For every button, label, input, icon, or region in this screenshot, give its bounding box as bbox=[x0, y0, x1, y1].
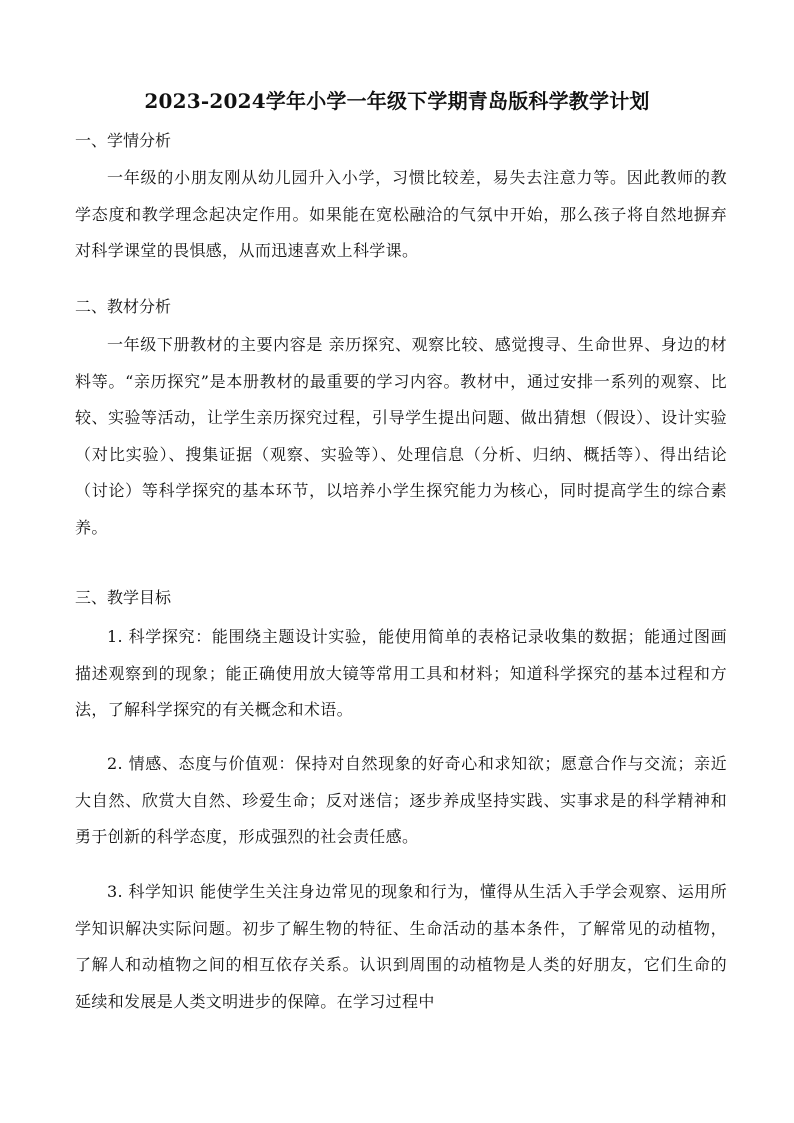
paragraph-goal-scientific-knowledge: 3. 科学知识 能使学生关注身边常见的现象和行为，懂得从生活入手学会观察、运用所学知识解决实际问题。初步了解生物的特征、生命活动的基本条件，了解常见的动植物，了解人和动植物之间的相互依存关系。认识到周围的动植物是人类的好朋友，它们生命的延续和发展是人类文明进步的保障。在学习过程中 bbox=[75, 882, 727, 1011]
section-heading-teaching-goals: 三、教学目标 bbox=[75, 588, 172, 607]
document-title: 2023-2024学年小学一年级下学期青岛版科学教学计划 bbox=[144, 89, 650, 113]
section-heading-student-analysis: 一、学情分析 bbox=[75, 131, 172, 150]
paragraph-goal-scientific-inquiry: 1. 科学探究：能围绕主题设计实验，能使用简单的表格记录收集的数据；能通过图画描述观察到的现象；能正确使用放大镜等常用工具和材料；知道科学探究的基本过程和方法，了解科学探究的有关概念和术语。 bbox=[75, 627, 727, 719]
paragraph-textbook-analysis: 一年级下册教材的主要内容是 亲历探究、观察比较、感觉搜寻、生命世界、身边的材料等。“亲历探究”是本册教材的最重要的学习内容。教材中，通过安排一系列的观察、比较、实验等活动，让学生亲历探究过程，引导学生提出问题、做出猜想（假设）、设计实验（对比实验）、搜集证据（观察、实验等）、处理信息（分析、归纳、概括等）、得出结论（讨论）等科学探究的基本环节，以培养小学生探究能力为核心，同时提高学生的综合素养。 bbox=[75, 335, 727, 537]
section-heading-textbook-analysis: 二、教材分析 bbox=[75, 297, 172, 316]
paragraph-goal-attitude-values: 2. 情感、态度与价值观：保持对自然现象的好奇心和求知欲；愿意合作与交流；亲近大自然、欣赏大自然、珍爱生命；反对迷信；逐步养成坚持实践、实事求是的科学精神和勇于创新的科学态度，形成强烈的社会责任感。 bbox=[75, 754, 727, 846]
paragraph-student-analysis: 一年级的小朋友刚从幼儿园升入小学，习惯比较差，易失去注意力等。因此教师的教学态度和教学理念起决定作用。如果能在宽松融洽的气氛中开始，那么孩子将自然地摒弃对科学课堂的畏惧感，从而迅速喜欢上科学课。 bbox=[75, 168, 727, 260]
